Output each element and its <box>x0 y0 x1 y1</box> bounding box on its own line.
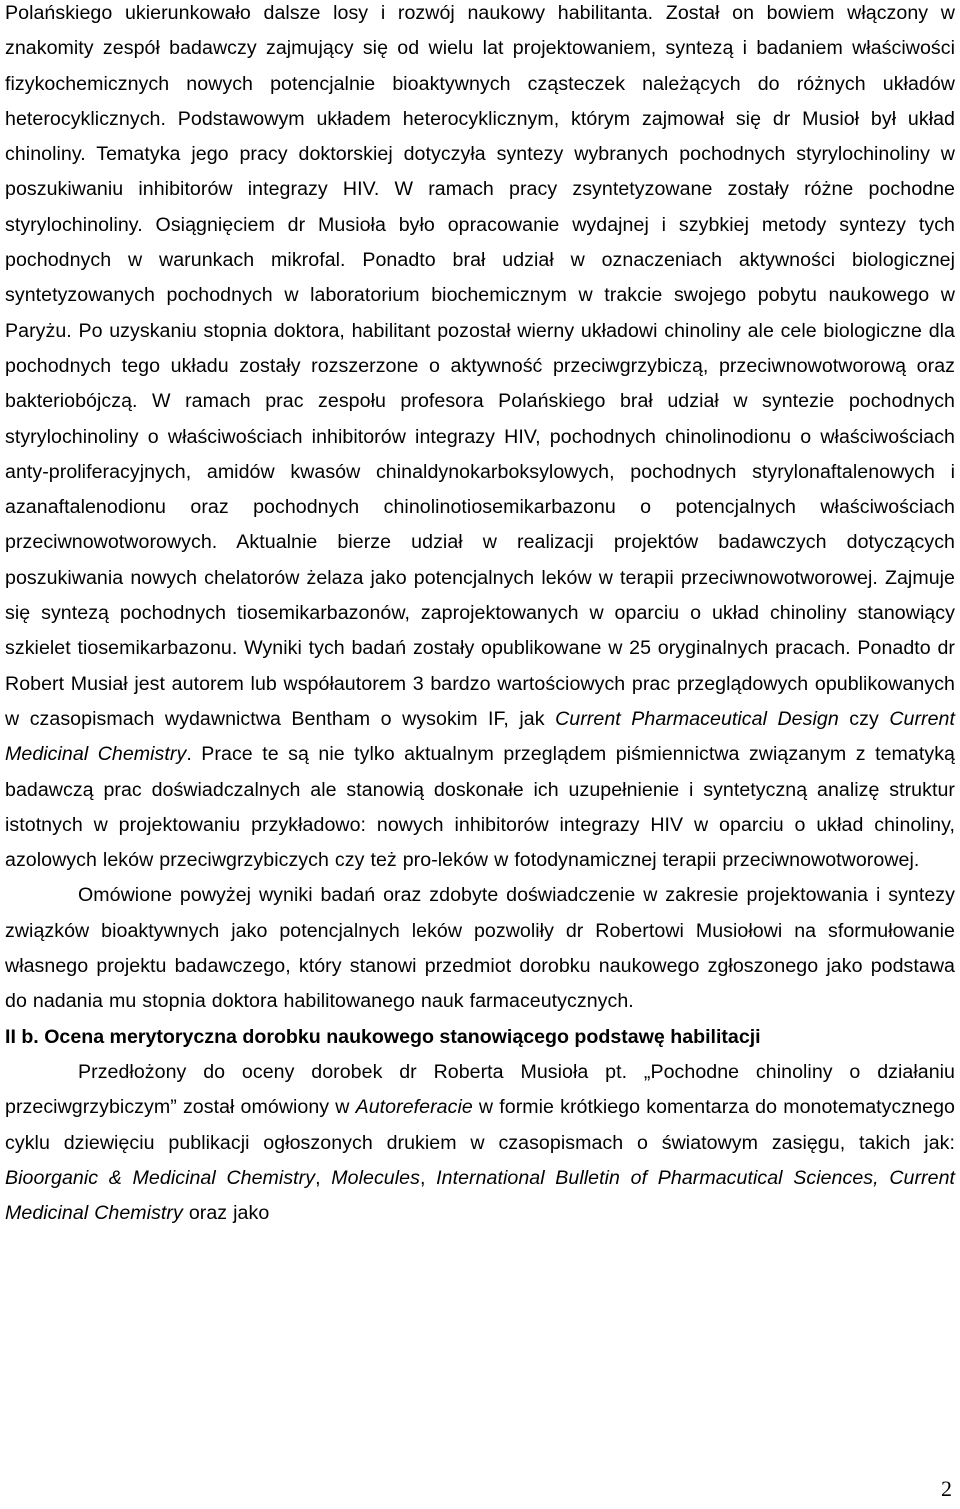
paragraph-text: Polańskiego ukierunkowało dalsze losy i rozwój naukowy habilitanta. Został on bowiem włączony w znakomity zespół badawczy zajmujący się od wielu lat projektowaniem, syntezą i badaniem właściwości fizykochemicznych nowych potencjalnie bioaktywnych cząsteczek należących do różnych układów heterocyklicznych. Podstawowym układem heterocyklicznym, którym zajmował się dr Musioł był układ chinoliny. Tematyka jego pracy doktorskiej dotyczyła syntezy wybranych pochodnych styrylochinoliny w poszukiwaniu inhibitorów integrazy HIV. W ramach pracy zsyntetyzowane zostały różne pochodne styrylochinoliny. Osiągnięciem dr Musioła było opracowanie wydajnej i szybkiej metody syntezy tych pochodnych w warunkach mikrofal. Ponadto brał udział w oznaczeniach aktywności biologicznej syntetyzowanych pochodnych w laboratorium biochemicznym w trakcie swojego pobytu naukowego w Paryżu. Po uzyskaniu stopnia doktora, habilitant pozostał wierny układowi chinoliny ale cele biologiczne dla pochodnych tego układu zostały rozszerzone o aktywność przeciwgrzybiczą, przeciwnowotworową oraz bakteriobójczą. W ramach prac zespołu profesora Polańskiego brał udział w syntezie pochodnych styrylochinoliny o właściwościach inhibitorów integrazy HIV, pochodnych chinolinodionu o właściwościach anty-proliferacyjnych, amidów kwasów chinaldynokarboksylowych, pochodnych styrylonaftalenowych i azanaftalenodionu oraz pochodnych chinolinotiosemikarbazonu o potencjalnych właściwościach przeciwnowotworowych. Aktualnie bierze udział w realizacji projektów badawczych dotyczących poszukiwania nowych chelatorów żelaza jako potencjalnych leków w terapii przeciwnowotworowej. Zajmuje się syntezą pochodnych tiosemikarbazonów, zaprojektowanych w oparciu o układ chinoliny stanowiący szkielet tiosemikarbazonu. Wyniki tych badań zostały opublikowane w 25 oryginalnych pracach. Ponadto dr Robert Musiał jest autorem lub współautorem 3 bardzo wartościowych prac przeglądowych opublikowanych w czasopismach wydawnictwa Bentham o wysokim IF, jak <box>5 2 955 730</box>
journal-title: Current Pharmaceutical Design <box>555 707 839 730</box>
paragraph-text: . Prace te są nie tylko aktualnym przeglądem piśmiennictwa związanym z tematyką badawczą prac doświadczalnych ale stanowią doskonałe ich uzupełnienie i syntetyczną analizę struktur istotnych w projektowaniu przykładowo: nowych inhibitorów integrazy HIV w oparciu o układ chinoliny, azolowych leków przeciwgrzybiczych czy też pro-leków w fotodynamicznej terapii przeciwnowotworowej. <box>5 743 955 872</box>
paragraph-text: Omówione powyżej wyniki badań oraz zdobyte doświadczenie w zakresie projektowania i syntezy związków bioaktywnych jako potencjalnych leków pozwoliły dr Robertowi Musiołowi na sformułowanie własnego projektu badawczego, który stanowi przedmiot dorobku naukowego zgłoszonego jako podstawa do nadania mu stopnia doktora habilitowanego nauk farmaceutycznych. <box>5 884 955 1013</box>
body-paragraph <box>5 878 955 1019</box>
paragraph-text: w formie krótkiego komentarza do monotematycznego cyklu dziewięciu publikacji ogłoszonych drukiem w czasopismach o światowym zasięgu, takich jak: <box>5 1096 955 1154</box>
separator-text: , <box>419 1166 437 1189</box>
journal-title: International Bulletin of Pharmacutical Sciences, Current Medicinal Chemistry <box>5 1166 956 1225</box>
body-paragraph <box>5 1055 955 1231</box>
paragraph-text: Przedłożony do oceny dorobek dr Roberta Musioła pt. „Pochodne chinoliny o działaniu przeciwgrzybiczym” został omówiony w <box>5 1060 955 1119</box>
separator-text: , <box>315 1166 332 1189</box>
journal-title: Molecules <box>331 1166 420 1189</box>
paragraph-text: czy <box>838 707 890 730</box>
body-paragraph <box>5 0 955 878</box>
document-page <box>5 0 955 1231</box>
paragraph-text: oraz jako <box>182 1202 270 1225</box>
page-number: 2 <box>941 1476 952 1501</box>
journal-title: Current Medicinal Chemistry <box>5 707 955 766</box>
document-reference: Autoreferacie <box>355 1096 473 1119</box>
journal-title: Bioorganic & Medicinal Chemistry <box>5 1166 316 1189</box>
section-heading: II b. Ocena merytoryczna dorobku naukowego stanowiącego podstawę habilitacji <box>5 1025 761 1048</box>
